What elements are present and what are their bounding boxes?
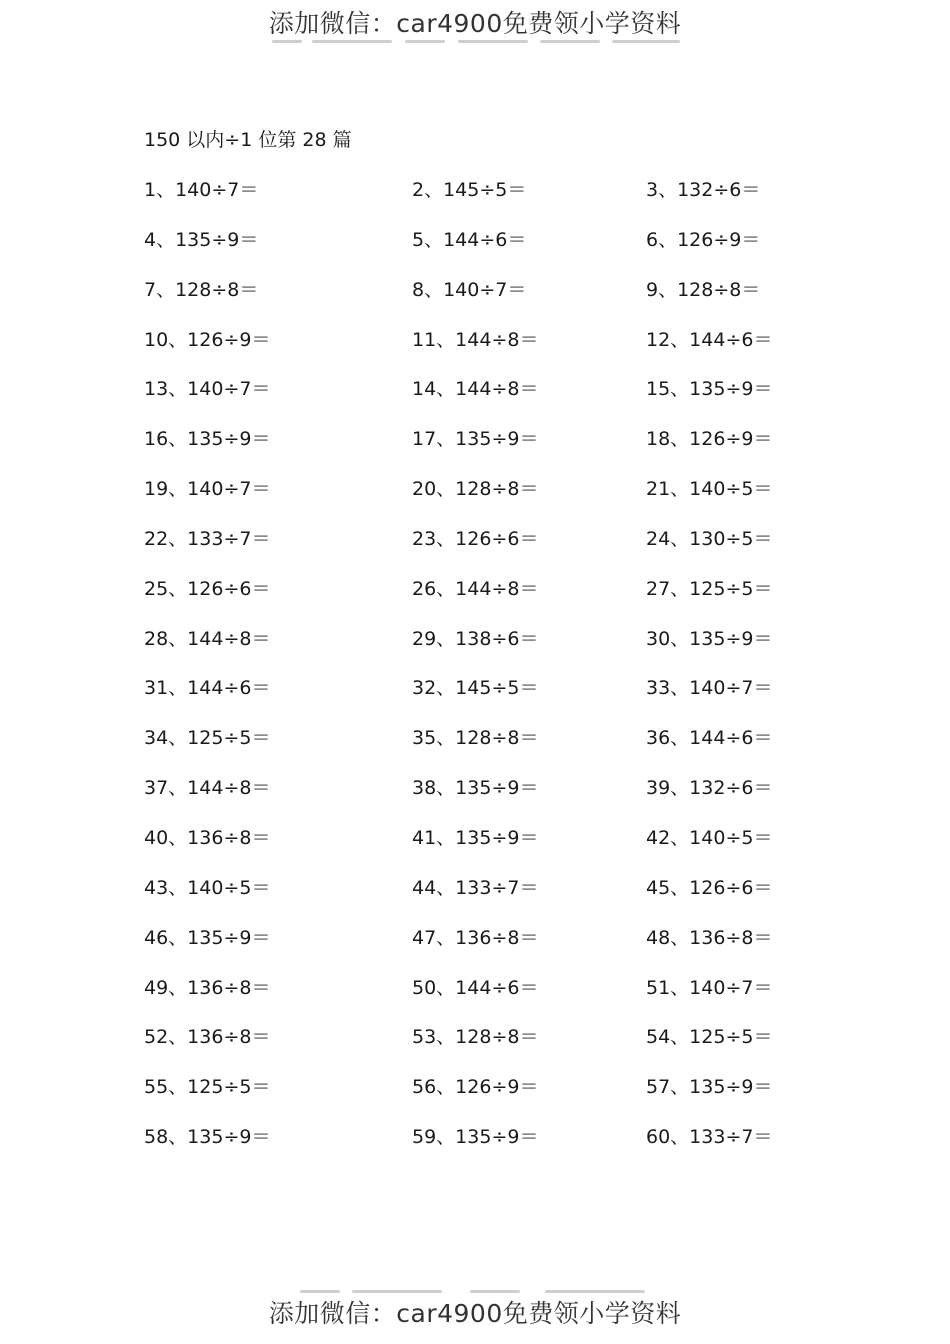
problem-item: 39、132÷6＝ xyxy=(646,777,773,800)
problem-item: 32、145÷5＝ xyxy=(412,677,539,700)
problem-item: 7、128÷8＝ xyxy=(144,278,259,301)
problem-item: 9、128÷8＝ xyxy=(646,278,761,301)
watermark-banner-bottom: 添加微信：car4900免费领小学资料 xyxy=(268,1299,682,1328)
problem-item: 42、140÷5＝ xyxy=(646,826,773,849)
problem-item: 34、125÷5＝ xyxy=(144,727,271,750)
problem-item: 36、144÷6＝ xyxy=(646,727,773,750)
problem-item: 55、125÷5＝ xyxy=(144,1076,271,1099)
problem-item: 37、144÷8＝ xyxy=(144,777,271,800)
problem-item: 41、135÷9＝ xyxy=(412,826,539,849)
problem-item: 44、133÷7＝ xyxy=(412,876,539,899)
problem-item: 15、135÷9＝ xyxy=(646,378,773,401)
problem-item: 31、144÷6＝ xyxy=(144,677,271,700)
problem-item: 10、126÷9＝ xyxy=(144,328,271,351)
problem-item: 23、126÷6＝ xyxy=(412,527,539,550)
problem-item: 56、126÷9＝ xyxy=(412,1076,539,1099)
problem-item: 53、128÷8＝ xyxy=(412,1026,539,1049)
problem-item: 19、140÷7＝ xyxy=(144,478,271,501)
problem-item: 1、140÷7＝ xyxy=(144,179,259,201)
problem-item: 13、140÷7＝ xyxy=(144,378,271,401)
problem-grid xyxy=(144,176,864,1173)
problem-item: 50、144÷6＝ xyxy=(412,976,539,999)
problem-item: 29、138÷6＝ xyxy=(412,627,539,650)
problem-item: 24、130÷5＝ xyxy=(646,527,773,550)
problem-item: 60、133÷7＝ xyxy=(646,1126,773,1149)
problem-item: 45、126÷6＝ xyxy=(646,876,773,899)
faded-text-strip-bottom xyxy=(0,1282,950,1298)
problem-item: 5、144÷6＝ xyxy=(412,228,527,251)
problem-item: 17、135÷9＝ xyxy=(412,428,539,451)
problem-item: 33、140÷7＝ xyxy=(646,677,773,700)
problem-item: 14、144÷8＝ xyxy=(412,378,539,401)
problem-item: 54、125÷5＝ xyxy=(646,1026,773,1049)
problem-item: 47、136÷8＝ xyxy=(412,926,539,949)
problem-item: 49、136÷8＝ xyxy=(144,976,271,999)
problem-item: 26、144÷8＝ xyxy=(412,577,539,600)
problem-item: 35、128÷8＝ xyxy=(412,727,539,750)
problem-item: 21、140÷5＝ xyxy=(646,478,773,501)
faded-text-strip-top xyxy=(0,38,950,54)
problem-item: 40、136÷8＝ xyxy=(144,826,271,849)
problem-item: 43、140÷5＝ xyxy=(144,876,271,899)
problem-item: 3、132÷6＝ xyxy=(646,179,761,201)
watermark-banner-top: 添加微信：car4900免费领小学资料 xyxy=(268,9,682,38)
problem-item: 2、145÷5＝ xyxy=(412,179,527,201)
problem-item: 22、133÷7＝ xyxy=(144,527,271,550)
problem-item: 52、136÷8＝ xyxy=(144,1026,271,1049)
problem-item: 58、135÷9＝ xyxy=(144,1126,271,1149)
problem-item: 12、144÷6＝ xyxy=(646,328,773,351)
problem-item: 16、135÷9＝ xyxy=(144,428,271,451)
problem-item: 8、140÷7＝ xyxy=(412,278,527,301)
problem-item: 18、126÷9＝ xyxy=(646,428,773,451)
problem-item: 4、135÷9＝ xyxy=(144,228,259,251)
problem-item: 30、135÷9＝ xyxy=(646,627,773,650)
worksheet-title: 150 以内÷1 位第 28 篇 xyxy=(144,129,352,151)
problem-item: 59、135÷9＝ xyxy=(412,1126,539,1149)
problem-item: 28、144÷8＝ xyxy=(144,627,271,650)
problem-item: 46、135÷9＝ xyxy=(144,926,271,949)
problem-item: 27、125÷5＝ xyxy=(646,577,773,600)
problem-item: 11、144÷8＝ xyxy=(412,328,539,351)
problem-item: 51、140÷7＝ xyxy=(646,976,773,999)
problem-item: 38、135÷9＝ xyxy=(412,777,539,800)
problem-item: 57、135÷9＝ xyxy=(646,1076,773,1099)
problem-item: 20、128÷8＝ xyxy=(412,478,539,501)
problem-item: 6、126÷9＝ xyxy=(646,228,761,251)
problem-item: 25、126÷6＝ xyxy=(144,577,271,600)
problem-item: 48、136÷8＝ xyxy=(646,926,773,949)
